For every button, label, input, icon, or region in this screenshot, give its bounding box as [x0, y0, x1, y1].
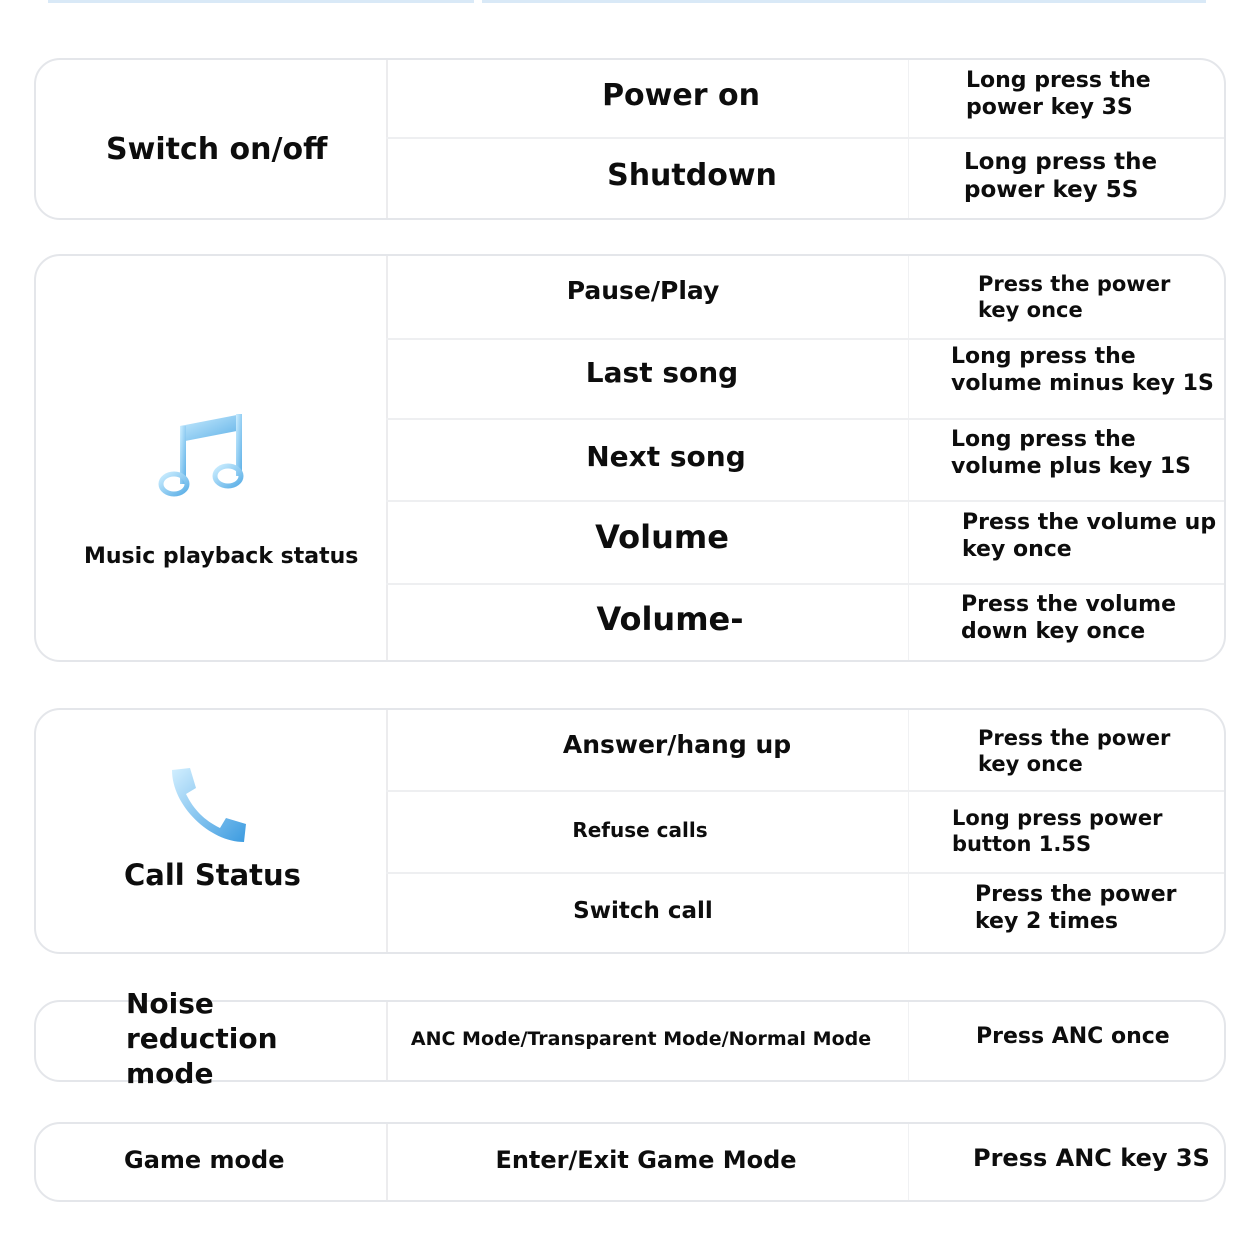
column-divider	[386, 1002, 388, 1080]
action-label: Volume-	[596, 600, 744, 638]
operation-label: Long press the power key 3S	[966, 68, 1151, 120]
column-divider	[386, 710, 388, 952]
operation-label: Long press power button 1.5S	[952, 806, 1163, 856]
category-label: Call Status	[124, 858, 301, 892]
section-music	[34, 254, 1226, 662]
category-label: Switch on/off	[106, 132, 328, 167]
section-game	[34, 1122, 1226, 1202]
column-divider	[908, 256, 909, 660]
row-divider	[386, 338, 1224, 340]
category-label: Music playback status	[84, 544, 359, 569]
operation-label: Press the power key 2 times	[975, 882, 1177, 934]
action-label: Next song	[586, 440, 746, 473]
column-divider	[386, 1124, 388, 1200]
action-label: Switch call	[573, 898, 713, 924]
column-divider	[908, 1002, 909, 1080]
row-divider	[386, 500, 1224, 502]
section-switch	[34, 58, 1226, 220]
operation-label: Long press the volume minus key 1S	[951, 344, 1214, 396]
column-divider	[908, 710, 909, 952]
action-label: Last song	[585, 356, 739, 389]
operation-label: Long press the power key 5S	[964, 149, 1158, 204]
action-label: ANC Mode/Transparent Mode/Normal Mode	[410, 1028, 872, 1050]
action-label: Refuse calls	[572, 818, 708, 842]
phone-icon	[164, 762, 250, 848]
operation-label: Press ANC once	[976, 1024, 1170, 1049]
top-accent-bar	[482, 0, 1206, 3]
column-divider	[386, 60, 388, 218]
row-divider	[386, 137, 1224, 139]
column-divider	[908, 60, 909, 218]
music-note-icon	[156, 410, 248, 502]
row-divider	[386, 790, 1224, 792]
action-label: Answer/hang up	[562, 730, 792, 759]
action-label: Pause/Play	[566, 276, 720, 305]
operation-label: Press ANC key 3S	[973, 1144, 1210, 1172]
operation-label: Press the power key once	[978, 726, 1171, 776]
category-label: Noise reduction mode	[126, 987, 278, 1090]
operation-label: Press the power key once	[978, 272, 1171, 322]
column-divider	[908, 1124, 909, 1200]
column-divider	[386, 256, 388, 660]
row-divider	[386, 583, 1224, 585]
operation-label: Press the volume up key once	[962, 510, 1217, 562]
operation-label: Long press the volume plus key 1S	[951, 427, 1191, 479]
action-label: Shutdown	[607, 158, 777, 193]
operation-label: Press the volume down key once	[961, 592, 1177, 644]
row-divider	[386, 418, 1224, 420]
section-call	[34, 708, 1226, 954]
category-label: Game mode	[124, 1146, 285, 1174]
action-label: Volume	[595, 518, 729, 556]
row-divider	[386, 872, 1224, 874]
action-label: Enter/Exit Game Mode	[495, 1146, 797, 1174]
top-accent-bar	[48, 0, 474, 3]
action-label: Power on	[602, 78, 760, 113]
